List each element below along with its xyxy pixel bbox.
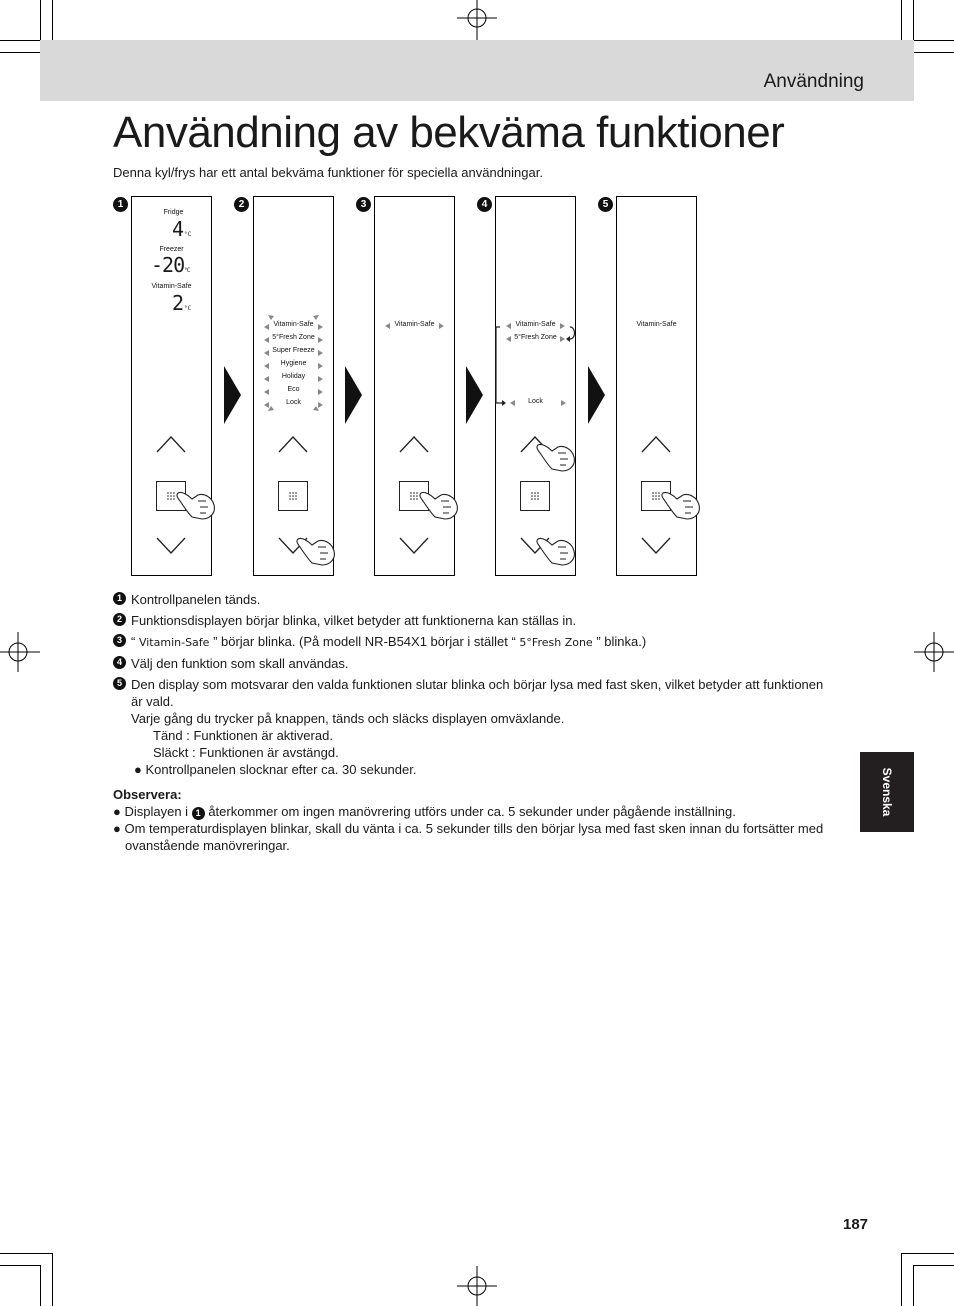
crop-mark — [52, 1253, 53, 1306]
crop-mark — [914, 40, 954, 41]
freezer-label: Freezer — [159, 246, 184, 253]
step-text-end: ” blinka.) — [596, 634, 647, 649]
page-title: Användning av bekväma funktioner — [113, 108, 785, 157]
menu-item-vitamin-safe: Vitamin-Safe — [273, 321, 314, 328]
select-button[interactable] — [520, 481, 550, 511]
control-panel-1 — [131, 196, 212, 576]
crop-mark — [901, 1253, 902, 1306]
control-panel-4 — [495, 196, 576, 576]
chevron-down-icon[interactable] — [399, 537, 429, 555]
step-bullet-number: 1 — [192, 807, 205, 820]
menu-item-eco: Eco — [287, 386, 300, 393]
menu-item-fresh-zone: 5°Fresh Zone — [272, 334, 315, 341]
step-list — [113, 591, 833, 782]
fridge-temp: 4°C — [172, 217, 192, 241]
vitamin-safe-temp: 2°C — [172, 291, 192, 315]
step-text: Funktionsdisplayen börjar blinka, vilket betyder att funktionerna kan ställas in. — [131, 613, 577, 628]
note-item-1-post: återkommer om ingen manövrering utförs under ca. 5 sekunder under pågående inställning. — [208, 804, 736, 819]
step-text: Kontrollpanelen tänds. — [131, 592, 261, 607]
next-step-arrow-icon — [345, 366, 362, 424]
pointing-hand-icon — [419, 487, 461, 523]
freezer-temp: -20°C — [151, 253, 190, 277]
chevron-down-icon[interactable] — [156, 537, 186, 555]
step-text: Den display som motsvarar den valda funktionen slutar blinka och börjar lysa med fast sken, vilket betyder att funktionen är vald. — [131, 677, 824, 709]
crop-mark — [40, 0, 41, 40]
note-heading: Observera: — [113, 787, 182, 802]
fridge-label: Fridge — [163, 209, 184, 216]
header-band — [40, 40, 914, 101]
step-text-off: Släckt : Funktionen är avstängd. — [153, 745, 339, 760]
registration-mark-icon — [457, 1266, 497, 1306]
step-number-5: 5 — [598, 197, 613, 212]
crop-mark — [0, 1265, 40, 1266]
menu-item-lock: Lock — [286, 399, 301, 406]
menu-item-holiday: Holiday — [281, 373, 306, 380]
crop-mark — [0, 1253, 52, 1254]
step-bullet-number: 5 — [113, 677, 126, 690]
step-bullet-number: 3 — [113, 634, 126, 647]
pointing-hand-icon — [296, 533, 338, 569]
step-number-3: 3 — [356, 197, 371, 212]
step-item-5 — [113, 676, 833, 778]
note-item-1 — [113, 803, 833, 820]
step-text-timeout: ● Kontrollpanelen slocknar efter ca. 30 sekunder. — [134, 762, 417, 777]
button-dots-icon — [409, 491, 419, 501]
button-dots-icon — [651, 491, 661, 501]
menu-item-lock: Lock — [528, 398, 543, 405]
step-item-1 — [113, 591, 833, 608]
menu-item-vitamin-safe: Vitamin-Safe — [515, 321, 556, 328]
button-dots-icon — [166, 491, 176, 501]
step-text-open-quote: “ — [131, 634, 136, 649]
pointing-hand-icon — [536, 439, 578, 475]
language-tab — [860, 752, 914, 832]
cycle-bracket-icon — [492, 323, 580, 409]
menu-item-fresh-zone: 5°Fresh Zone — [514, 334, 557, 341]
step-number-4: 4 — [477, 197, 492, 212]
next-step-arrow-icon — [224, 366, 241, 424]
step-number-1: 1 — [113, 197, 128, 212]
chevron-up-icon[interactable] — [399, 435, 429, 453]
control-panel-5 — [616, 196, 697, 576]
registration-mark-icon — [457, 0, 497, 40]
note-item-1-pre: ● Displayen i — [113, 804, 189, 819]
crop-mark — [913, 0, 914, 40]
step-item-3 — [113, 633, 833, 651]
inline-display-vitamin-safe: Vitamin-Safe — [138, 636, 210, 649]
step-bullet-number: 1 — [113, 592, 126, 605]
language-tab-label: Svenska — [880, 767, 894, 817]
chevron-up-icon[interactable] — [278, 435, 308, 453]
next-step-arrow-icon — [466, 366, 483, 424]
select-button[interactable] — [278, 481, 308, 511]
control-panel-2 — [253, 196, 334, 576]
control-panel-3 — [374, 196, 455, 576]
section-title: Användning — [763, 71, 864, 92]
chevron-up-icon[interactable] — [156, 435, 186, 453]
chevron-up-icon[interactable] — [641, 435, 671, 453]
note-section — [113, 786, 833, 854]
registration-mark-icon — [0, 632, 40, 672]
next-step-arrow-icon — [588, 366, 605, 424]
crop-mark — [901, 1253, 954, 1254]
step-text-toggle-info: Varje gång du trycker på knappen, tänds och släcks displayen omväxlande. — [131, 711, 565, 726]
pointing-hand-icon — [661, 487, 703, 523]
step-bullet-number: 4 — [113, 656, 126, 669]
page-number: 187 — [843, 1216, 869, 1233]
blink-arrows-icon — [260, 313, 327, 413]
button-dots-icon — [530, 491, 540, 501]
blink-arrows-icon — [381, 321, 448, 331]
crop-mark — [914, 1265, 954, 1266]
button-dots-icon — [288, 491, 298, 501]
step-bullet-number: 2 — [113, 613, 126, 626]
inline-display-fresh-zone: 5°Fresh Zone — [519, 636, 593, 649]
step-item-2 — [113, 612, 833, 629]
menu-item-super-freeze: Super Freeze — [272, 347, 315, 354]
note-item-2: ● Om temperaturdisplayen blinkar, skall du vänta i ca. 5 sekunder tills den börjar lysa med fast sken innan du fortsätter med ovanstående manövreringar. — [113, 821, 824, 853]
step-text-middle: ” börjar blinka. (På modell NR-B54X1 börjar i stället “ — [213, 634, 516, 649]
crop-mark — [913, 1265, 914, 1306]
crop-mark — [0, 40, 40, 41]
crop-mark — [40, 1265, 41, 1306]
step-text-on: Tänd : Funktionen är aktiverad. — [153, 728, 333, 743]
chevron-down-icon[interactable] — [641, 537, 671, 555]
step-number-2: 2 — [234, 197, 249, 212]
pointing-hand-icon — [536, 533, 578, 569]
menu-item-vitamin-safe: Vitamin-Safe — [394, 321, 435, 328]
registration-mark-icon — [914, 632, 954, 672]
intro-text: Denna kyl/frys har ett antal bekväma funktioner för speciella användningar. — [113, 165, 543, 180]
pointing-hand-icon — [176, 487, 218, 523]
menu-item-vitamin-safe: Vitamin-Safe — [636, 321, 677, 328]
vitamin-safe-label: Vitamin-Safe — [151, 283, 192, 290]
menu-item-hygiene: Hygiene — [280, 360, 307, 367]
step-text: Välj den funktion som skall användas. — [131, 656, 349, 671]
step-item-4 — [113, 655, 833, 672]
